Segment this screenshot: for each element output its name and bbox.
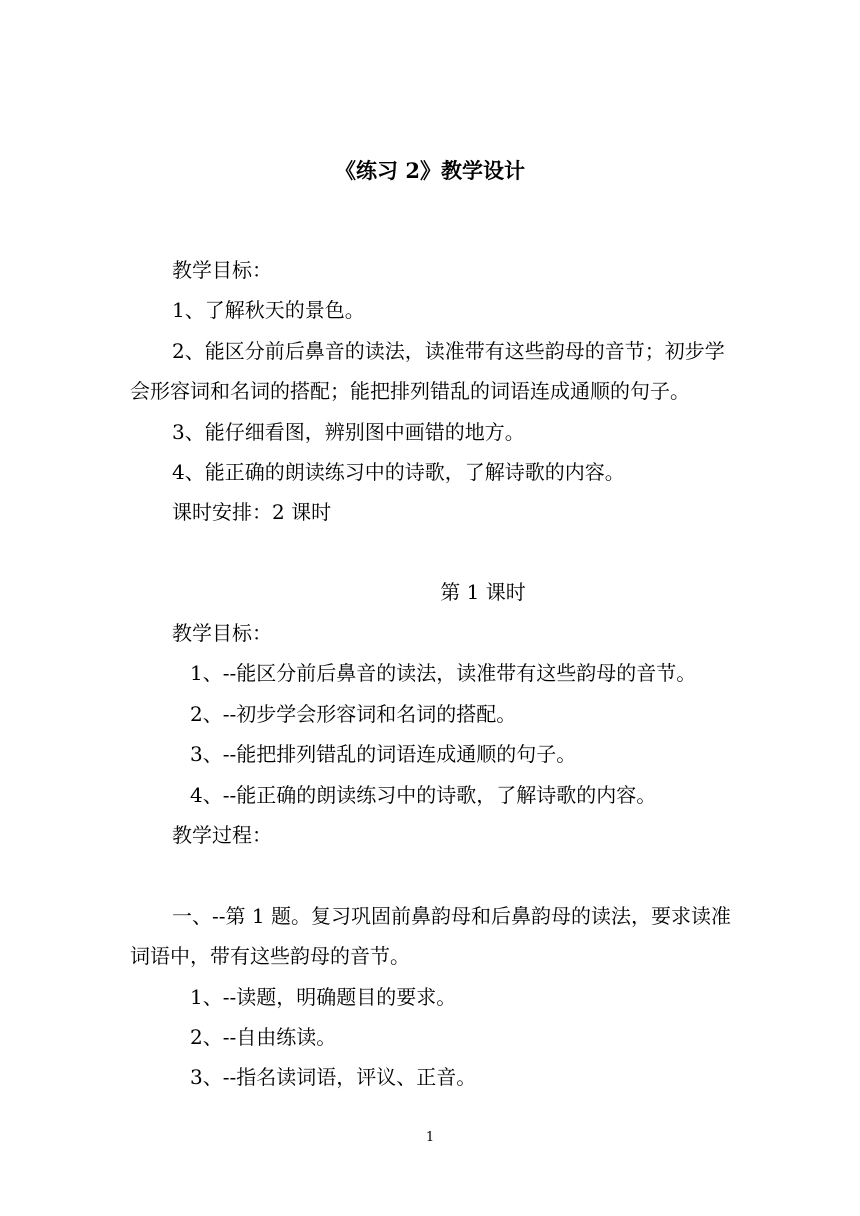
goals-heading: 教学目标： — [172, 258, 272, 282]
goal-item: 3、能仔细看图，辨别图中画错的地方。 — [172, 420, 525, 444]
step-item: 3、--指名读词语，评议、正音。 — [190, 1065, 477, 1089]
lesson-goals-heading: 教学目标： — [172, 621, 272, 645]
lesson-goal-item: 1、--能区分前后鼻音的读法，读准带有这些韵母的音节。 — [190, 661, 697, 685]
step-text-continued: 词语中，带有这些韵母的音节。 — [130, 944, 410, 968]
step-text: 一、--第 1 题。复习巩固前鼻韵母和后鼻韵母的读法，要求读准 — [172, 904, 731, 928]
goal-item: 4、能正确的朗读练习中的诗歌，了解诗歌的内容。 — [172, 460, 625, 484]
lesson-goal-item: 3、--能把排列错乱的词语连成通顺的句子。 — [190, 742, 577, 766]
goal-item: 1、了解秋天的景色。 — [172, 298, 365, 322]
goal-item-continued: 会形容词和名词的搭配；能把排列错乱的词语连成通顺的句子。 — [130, 379, 690, 403]
document-title: 《练习 2》教学设计 — [335, 158, 525, 183]
page-number: 1 — [425, 1130, 435, 1145]
step-item: 2、--自由练读。 — [190, 1025, 337, 1049]
process-heading: 教学过程： — [172, 823, 272, 847]
goal-item: 2、能区分前后鼻音的读法，读准带有这些韵母的音节；初步学 — [172, 339, 725, 363]
schedule-text: 课时安排：2 课时 — [172, 500, 332, 524]
step-item: 1、--读题，明确题目的要求。 — [190, 985, 457, 1009]
lesson-heading: 第 1 课时 — [440, 580, 526, 604]
lesson-goal-item: 4、--能正确的朗读练习中的诗歌，了解诗歌的内容。 — [190, 783, 657, 807]
lesson-goal-item: 2、--初步学会形容词和名词的搭配。 — [190, 702, 517, 726]
